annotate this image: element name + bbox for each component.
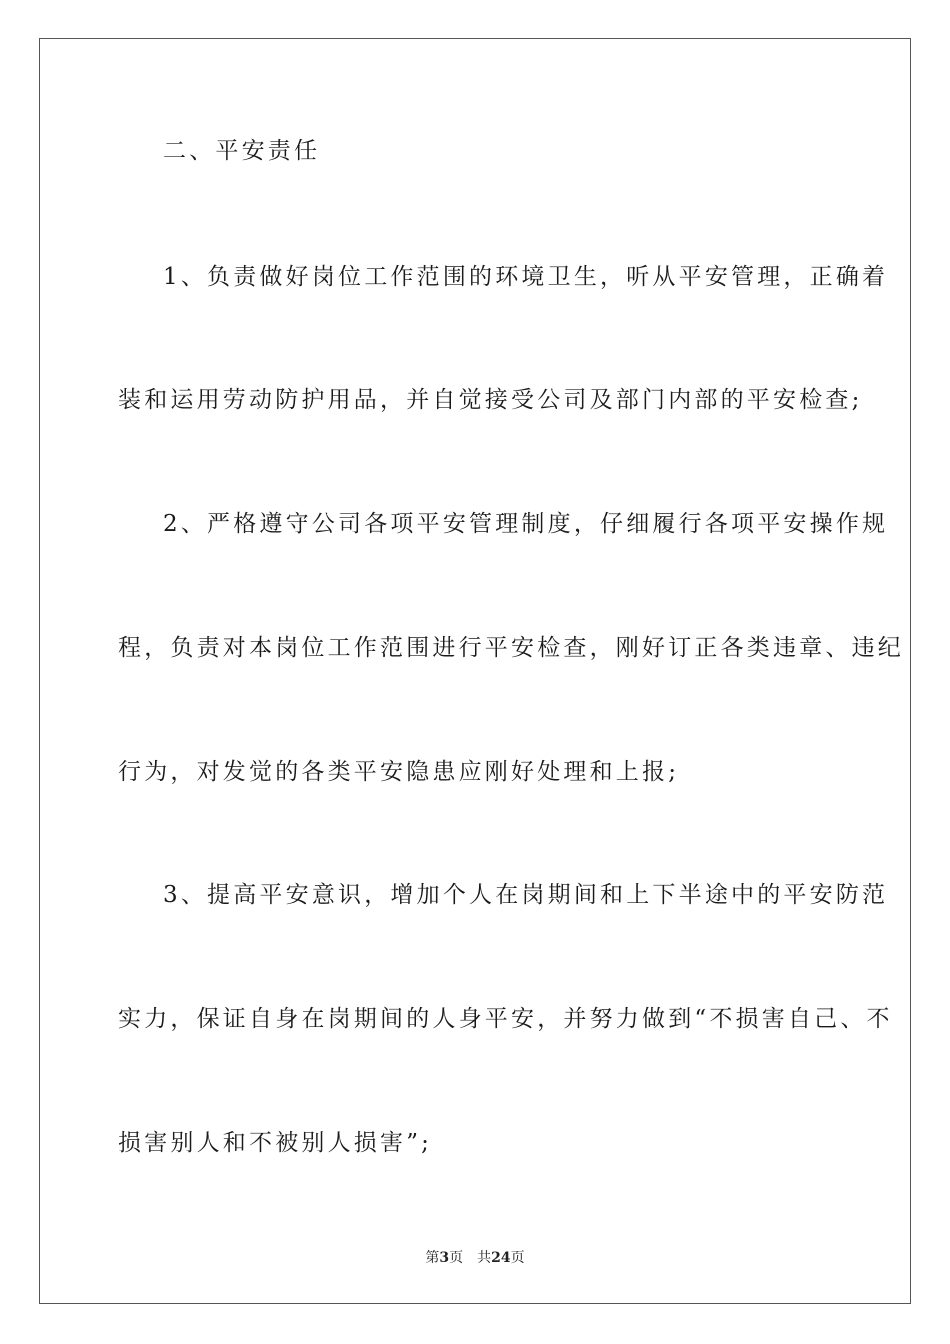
paragraph-3-line-2: 实力，保证自身在岗期间的人身平安，并努力做到“不损害自己、不	[118, 1006, 893, 1032]
paragraph-2-line-2: 程，负责对本岗位工作范围进行平安检查，刚好订正各类违章、违纪	[118, 635, 904, 661]
page-footer	[0, 1248, 950, 1268]
total-prefix: 共	[477, 1250, 492, 1266]
total-suffix: 页	[510, 1250, 525, 1266]
section-heading: 二、平安责任	[163, 138, 321, 164]
paragraph-2-line-3: 行为，对发觉的各类平安隐患应刚好处理和上报;	[118, 759, 680, 785]
paragraph-3-line-3: 损害别人和不被别人损害”;	[118, 1130, 433, 1156]
paragraph-1-line-2: 装和运用劳动防护用品，并自觉接受公司及部门内部的平安检查;	[118, 387, 863, 413]
paragraph-3-line-1: 3、提高平安意识，增加个人在岗期间和上下半途中的平安防范	[163, 882, 889, 908]
total-pages: 24	[491, 1250, 511, 1266]
page-prefix: 第	[425, 1250, 440, 1266]
page-number: 3	[439, 1250, 450, 1266]
page-frame	[39, 38, 911, 1304]
paragraph-1-line-1: 1、负责做好岗位工作范围的环境卫生，听从平安管理，正确着	[163, 264, 889, 290]
page-suffix: 页	[449, 1250, 464, 1266]
paragraph-2-line-1: 2、严格遵守公司各项平安管理制度，仔细履行各项平安操作规	[163, 511, 889, 537]
